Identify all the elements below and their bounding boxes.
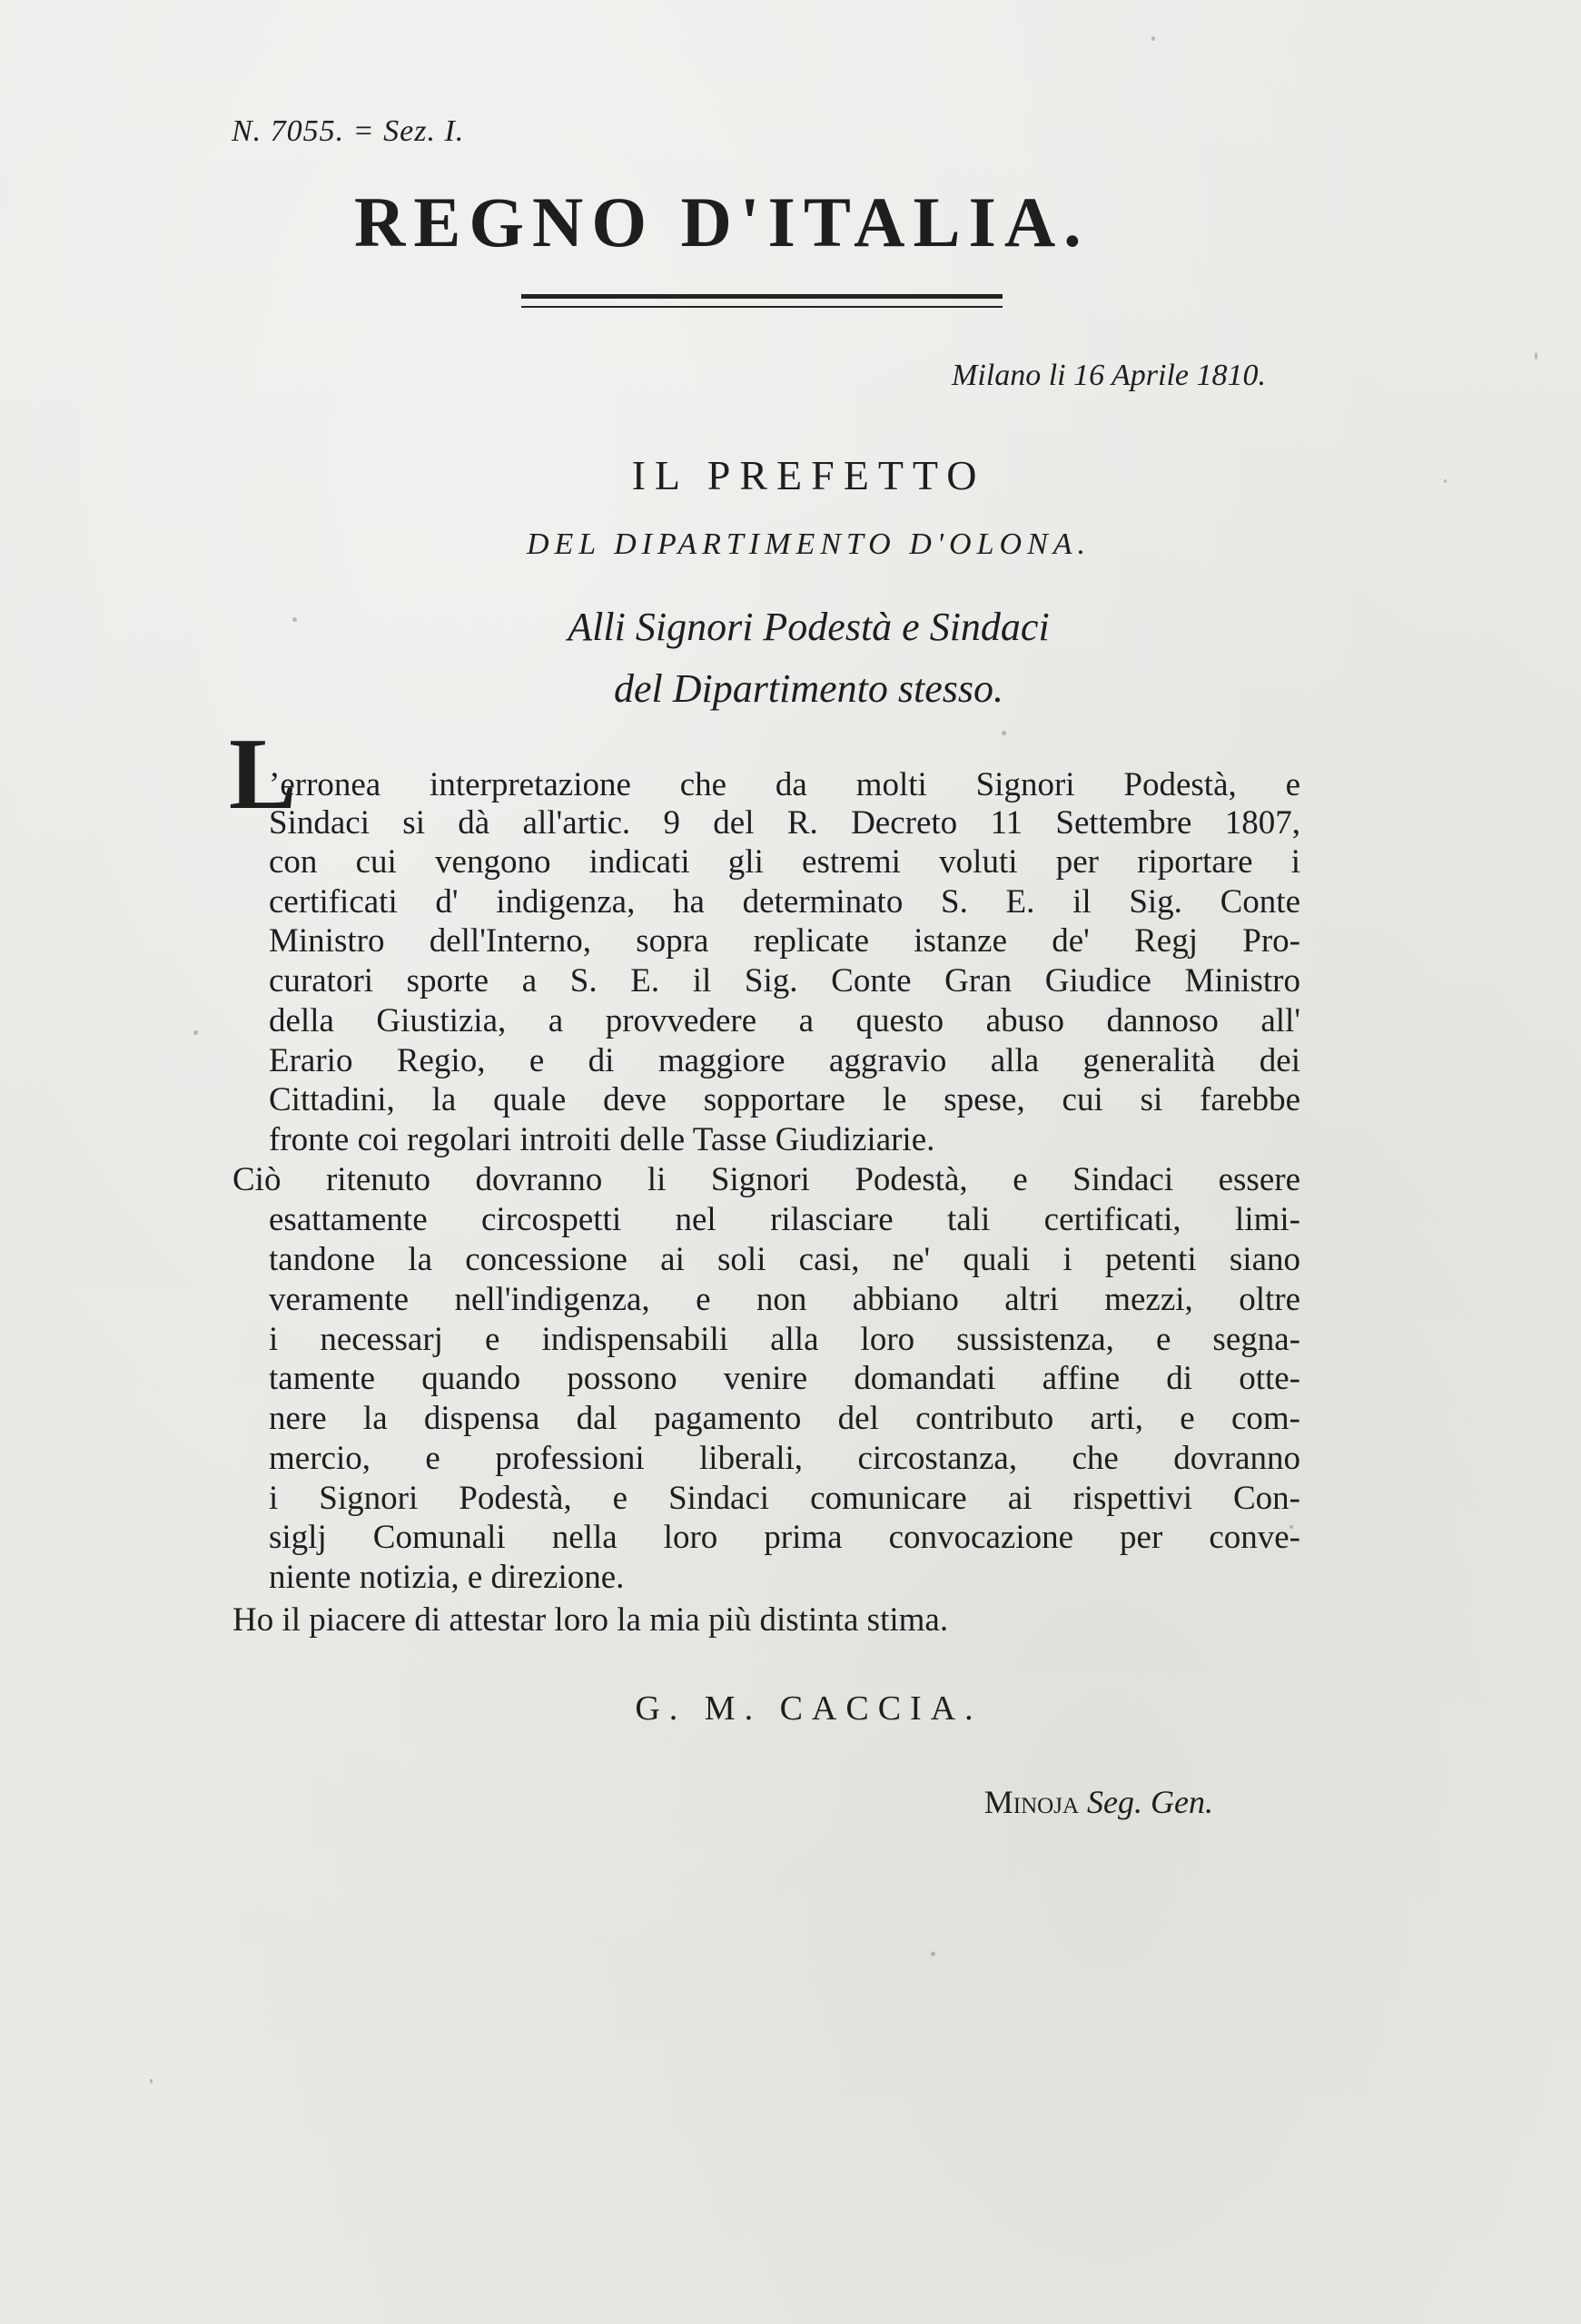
issuer-department: DEL DIPARTIMENTO D'OLONA.	[526, 527, 1092, 561]
body-line: Sindaci si dà all'artic. 9 del R. Decreto 11 Settembre 1807,	[269, 804, 1300, 842]
body-line: veramente nell'indigenza, e non abbiano altri mezzi, oltre	[269, 1281, 1300, 1318]
issuer-title: IL PREFETTO	[631, 452, 986, 498]
body-line: Ho il piacere di attestar loro la mia più distinta stima.	[232, 1601, 949, 1639]
paper-speck	[1002, 731, 1006, 735]
body-line: curatori sporte a S. E. il Sig. Conte Gran Giudice Ministro	[269, 962, 1300, 1000]
document-reference: N. 7055. = Sez. I.	[232, 114, 465, 148]
body-line: certificati d' indigenza, ha determinato S. E. il Sig. Conte	[269, 883, 1300, 921]
body-line: Ministro dell'Interno, sopra replicate istanze de' Regj Pro-	[269, 922, 1300, 960]
paper-speck	[193, 1030, 198, 1035]
body-line: tandone la concessione ai soli casi, ne' quali i petenti siano	[269, 1241, 1300, 1278]
paper-speck	[1535, 352, 1537, 359]
body-line: ’erronea interpretazione che da molti Signori Podestà, e	[269, 766, 1300, 803]
body-line: della Giustizia, a provvedere a questo abuso dannoso all'	[269, 1002, 1300, 1039]
body-line: fronte coi regolari introiti delle Tasse Giudiziarie.	[269, 1121, 935, 1158]
body-line: Ciò ritenuto dovranno li Signori Podestà, e Sindaci essere	[232, 1161, 1300, 1198]
title-rule-thin	[521, 306, 1003, 308]
dateline: Milano li 16 Aprile 1810.	[952, 359, 1266, 392]
body-line: nere la dispensa dal pagamento del contributo arti, e com-	[269, 1400, 1300, 1437]
body-line: con cui vengono indicati gli estremi voluti per riportare i	[269, 843, 1300, 881]
body-line: Cittadini, la quale deve sopportare le spese, cui si farebbe	[269, 1081, 1300, 1118]
paper-speck	[1151, 36, 1155, 41]
addressee-line-2: del Dipartimento stesso.	[614, 666, 1003, 711]
addressee-line-1: Alli Signori Podestà e Sindaci	[568, 605, 1050, 649]
body-line: siglj Comunali nella loro prima convocazione per conve-	[269, 1519, 1300, 1556]
secretary-name: Minoja	[983, 1784, 1080, 1820]
signature: G. M. CACCIA.	[635, 1689, 983, 1728]
secretary-line	[984, 1783, 1213, 1821]
title-rule-thick	[521, 294, 1003, 299]
body-line: mercio, e professioni liberali, circostanza, che dovranno	[269, 1440, 1300, 1477]
body-line: tamente quando possono venire domandati affine di otte-	[269, 1360, 1300, 1397]
document-title: REGNO D'ITALIA.	[354, 182, 1090, 261]
body-line: esattamente circospetti nel rilasciare tali certificati, limi-	[269, 1201, 1300, 1238]
body-line: Erario Regio, e di maggiore aggravio alla generalità dei	[269, 1042, 1300, 1079]
body-line: i necessarj e indispensabili alla loro sussistenza, e segna-	[269, 1321, 1300, 1358]
body-line: i Signori Podestà, e Sindaci comunicare ai rispettivi Con-	[269, 1480, 1300, 1517]
secretary-title: Seg. Gen.	[1087, 1784, 1213, 1820]
paper-speck	[150, 2079, 153, 2083]
drop-cap: L	[229, 718, 297, 831]
paper-speck	[931, 1952, 935, 1956]
body-line: niente notizia, e direzione.	[269, 1559, 625, 1596]
